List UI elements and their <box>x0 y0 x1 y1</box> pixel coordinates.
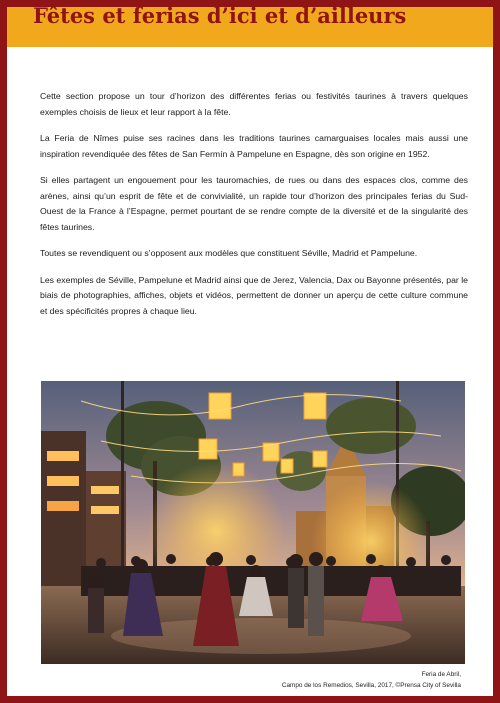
photo-caption <box>282 670 461 691</box>
page-title: Fêtes et ferias d’ici et d’ailleurs <box>33 3 407 28</box>
paragraph-diversity: Si elles partagent un engouement pour les tauromachies, de rues ou dans des espaces clos, comme des arènes, ainsi qu’un esprit de fête et de convivialité, un rapide tour d’horizon des principales ferias du Sud-Ouest de la France à l’Espagne, permet pourtant de se rendre compte de la diversité et de la singularité des fêtes taurines. <box>40 175 468 232</box>
intro-text <box>40 89 468 330</box>
paragraph-intro: Cette section propose un tour d’horizon des différentes ferias ou festivités taurines à travers quelques exemples choisis de lieux et leur rapport à la fête. <box>40 91 468 117</box>
feria-photo <box>41 381 465 664</box>
caption-line-2: Campo de los Remedios, Sevilla, 2017, ©Prensa City of Sevilla <box>281 681 461 689</box>
paragraph-examples: Les exemples de Séville, Pampelune et Madrid ainsi que de Jerez, Valencia, Dax ou Bayonne présentés, par le biais de photographies, affiches, objets et vidéos, permettent de donner un aperçu de cette culture commune et des spécificités propres à chaque lieu. <box>40 274 468 316</box>
paragraph-nimes: La Feria de Nîmes puise ses racines dans les traditions taurines camarguaises locales mais aussi une inspiration revendiquée des fêtes de San Fermín à Pampelune en Espagne, dès son origine en 1952. <box>40 133 468 159</box>
title-banner <box>7 3 493 47</box>
paragraph-models: Toutes se revendiquent ou s’opposent aux modèles que constituent Séville, Madrid et Pampelune. <box>40 248 418 258</box>
caption-line-1: Feria de Abril, <box>421 671 461 678</box>
